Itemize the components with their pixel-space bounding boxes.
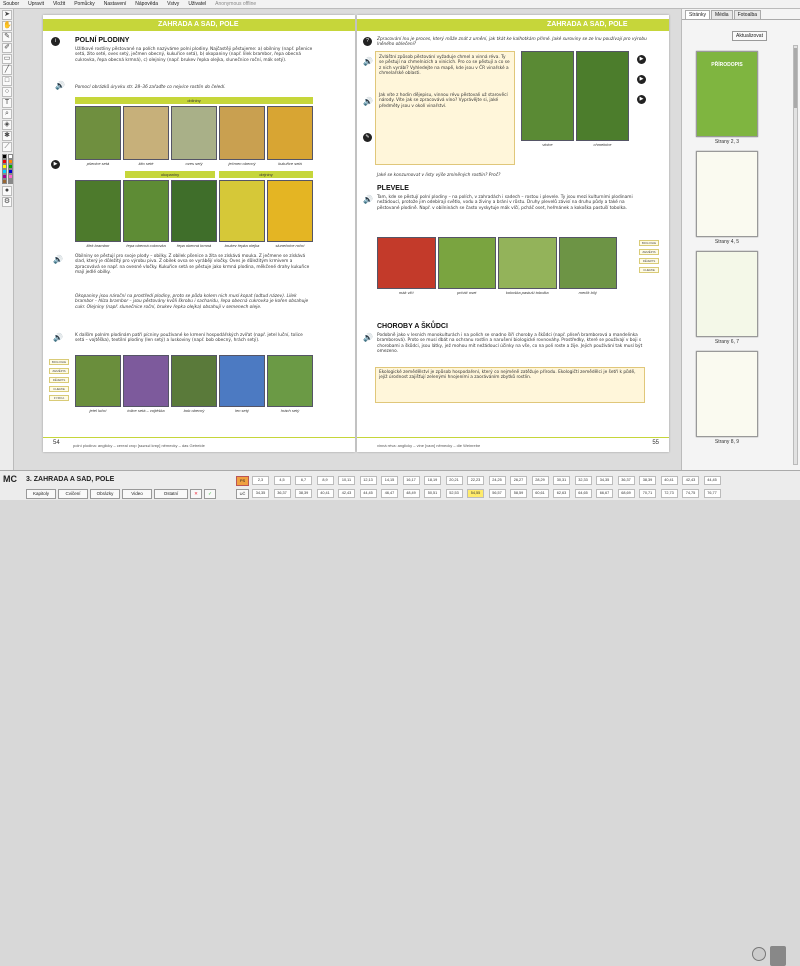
stamp-icon[interactable]: ✱	[2, 131, 12, 141]
video-button[interactable]: Video	[122, 489, 152, 499]
thumbnail-label: Strany 8, 9	[714, 439, 740, 445]
video-icon[interactable]: ▶	[637, 95, 646, 104]
caption: řepa obecná krmná	[176, 243, 212, 248]
speaker-icon[interactable]: 🔊	[363, 57, 373, 66]
tool-palette	[0, 9, 14, 470]
photo[interactable]	[171, 355, 217, 413]
section-title: PLEVELE	[377, 185, 409, 192]
page-link[interactable]: 76,77	[704, 489, 721, 498]
caption: tolice setá – vojtěška	[127, 408, 165, 413]
page-link[interactable]: 44,45	[704, 476, 721, 485]
tab-photo-albums[interactable]: Fotoalba	[734, 10, 761, 19]
page-link[interactable]: 56,57	[489, 489, 506, 498]
panel-scrollbar[interactable]	[793, 45, 798, 465]
speaker-icon[interactable]: 🔊	[363, 333, 373, 342]
photo-row-root-crops	[75, 180, 313, 248]
question-icon[interactable]: ?	[363, 37, 372, 46]
page-thumbnail[interactable]	[696, 351, 758, 437]
page-link[interactable]: 52,53	[446, 489, 463, 498]
question-text: Jaké se konzumovat v listy výše zmíněných rostlin? Proč?	[377, 173, 501, 178]
caption: merlík bílý	[578, 290, 597, 295]
cover-title: PŘÍRODOPIS	[711, 62, 743, 68]
line-icon[interactable]: ╱	[2, 65, 12, 75]
page-link[interactable]: 58,59	[510, 489, 527, 498]
video-icon[interactable]: ▶	[51, 160, 60, 169]
panel-tabs	[682, 9, 800, 20]
side-tag[interactable]: ZEMĚPIS	[49, 368, 69, 374]
caption: hrách setý	[280, 408, 300, 413]
photo[interactable]	[267, 355, 313, 413]
photo[interactable]	[171, 106, 217, 166]
page-link[interactable]: 22,23	[467, 476, 484, 485]
side-tag[interactable]: DĚJEPIS	[639, 258, 659, 264]
photo[interactable]	[377, 237, 436, 295]
bottom-navigation	[0, 470, 800, 500]
page-link[interactable]: 60,61	[532, 489, 549, 498]
side-tag[interactable]: CHEMIE	[49, 386, 69, 392]
page-link[interactable]: 34,35	[252, 489, 269, 498]
menu-uzivatel[interactable]: Uživatel	[188, 1, 207, 7]
exercises-button[interactable]: Cvičení	[58, 489, 88, 499]
scroll-thumb[interactable]	[794, 48, 797, 108]
page-link[interactable]: 6,7	[295, 476, 312, 485]
speaker-icon[interactable]: 🔊	[53, 255, 63, 264]
textbook-toggle[interactable]: UČ	[236, 489, 249, 499]
page-link[interactable]: 50,51	[424, 489, 441, 498]
video-icon[interactable]: ▶	[637, 75, 646, 84]
page-header: ZAHRADA A SAD, POLE	[357, 19, 669, 31]
menu-vrstvy[interactable]: Vstvy	[167, 1, 180, 7]
chapter-title: 3. ZAHRADA A SAD, POLE	[26, 476, 115, 483]
divider	[43, 437, 355, 438]
page-link[interactable]: 48,49	[403, 489, 420, 498]
disc-icon[interactable]	[752, 947, 766, 961]
menu-napoveda[interactable]: Nápověda	[135, 1, 159, 7]
left-page	[43, 15, 355, 452]
section-title: CHOROBY A ŠKŮDCI	[377, 323, 448, 330]
workbook-toggle[interactable]: PS	[236, 476, 249, 486]
group-label: olejniny	[219, 171, 313, 178]
right-page	[357, 15, 669, 452]
photo[interactable]	[498, 237, 557, 295]
page-header: ZAHRADA A SAD, POLE	[43, 19, 355, 31]
text-icon[interactable]: T	[2, 98, 12, 108]
page-link[interactable]: 38,39	[295, 489, 312, 498]
user-status: Anonymous offline	[215, 1, 257, 7]
page-link[interactable]: 20,21	[446, 476, 463, 485]
caption: kokoška pastuší tobolka	[505, 290, 549, 295]
page-link[interactable]: 24,25	[489, 476, 506, 485]
page-link[interactable]: 16,17	[403, 476, 420, 485]
caption: chmelnice	[593, 142, 612, 147]
side-tag[interactable]: DĚJEPIS	[49, 377, 69, 383]
settings-icon[interactable]: ⚙	[3, 198, 11, 205]
caption: lilek brambor	[86, 243, 110, 248]
cereals-text: Obilniny se pěstují pro svoje plody – obilky. Z obilek pšenice a žita se získává mouka. Z ječmene se získává slad, který je důležitý pro výrobu piva. Z obilek ovsa se vyrábějí vločky. Oves je důležitým krmivem a zpracovává se např. na ovesné vločky. Kukuřice setá se pěstuje jako krmná plodina, měkčené drahy kukuřice mají jedlé obilky.	[75, 254, 310, 275]
speaker-icon[interactable]: 🔊	[363, 97, 373, 106]
side-tag[interactable]: BIOLOGIE	[639, 240, 659, 246]
caption: bob obecný	[183, 408, 205, 413]
weeds-text: Tam, kde se pěstují polní plodiny – na polích, v zahradách i sadech – rostou i plevele. Ty jsou mezi kulturními plodinami nežádoucí, protože jim odebírají světlo, vodu a živiny a brání v růstu. Druhy plevelů závisí na druhu půdy a také na pěstované plodině. Např. v obilninách se často vyskytuje mák vlčí, pcháč oset, heřmánek a kokoška pastuší tobolka.	[377, 195, 633, 211]
photo[interactable]	[576, 51, 629, 147]
photo-row-fodder	[75, 355, 313, 413]
photo[interactable]	[267, 180, 313, 248]
side-tag[interactable]: ZEMĚPIS	[639, 249, 659, 255]
info-icon[interactable]: i	[51, 37, 60, 46]
thumbnail-label: Strany 6, 7	[714, 339, 740, 345]
page-link[interactable]: 10,11	[338, 476, 355, 485]
arrow-icon[interactable]: ➤	[2, 10, 12, 20]
caption: vinice	[542, 142, 553, 147]
page-link[interactable]: 72,73	[661, 489, 678, 498]
rectangle-icon[interactable]: □	[2, 76, 12, 86]
thumbnail-label: Strany 2, 3	[714, 139, 740, 145]
photo[interactable]	[219, 180, 265, 248]
page-link[interactable]: 70,71	[639, 489, 656, 498]
photo[interactable]	[75, 355, 121, 413]
caption: brukev řepka olejka	[224, 243, 260, 248]
ellipse-icon[interactable]: ○	[2, 87, 12, 97]
caption: pcháč oset	[457, 290, 477, 295]
trash-icon[interactable]	[770, 946, 786, 966]
vocab-footer: polní plodina: anglicky – cereal crop [sɪərɪəl krɒp] německy – das Getreide	[73, 443, 205, 448]
photo[interactable]	[438, 237, 497, 295]
box-text: Zvláštní způsob pěstování vyžaduje chmel a vinná réva. Ty se pěstují na chmelnicích a vinicích. Pro co se pěstují a co se z nich vyrábí? Vyhledejte na mapě, kde jsou v ČR vinařské a chmelařské oblasti.	[379, 55, 510, 76]
page-link[interactable]: 40,41	[661, 476, 678, 485]
page-link[interactable]: 40,41	[317, 489, 334, 498]
page-link[interactable]: 4,5	[274, 476, 291, 485]
eco-text: Ekologické zemědělství je způsob hospodaření, který co nejméně zatěžuje přírodu. Ekologičtí zemědělci je šetří k půdě, jejíž úrodnost zajišťují zelenými hnojeními a zaoráváním zbytků rostlin.	[379, 370, 636, 381]
section-title: POLNÍ PLODINY	[75, 37, 130, 44]
page-link[interactable]: 38,39	[639, 476, 656, 485]
caption: oves setý	[185, 161, 203, 166]
video-icon[interactable]: ▶	[637, 55, 646, 64]
hand-icon[interactable]: ✋	[3, 22, 12, 29]
caption: žito seté	[138, 161, 154, 166]
page-link[interactable]: 30,31	[553, 476, 570, 485]
eraser-icon[interactable]: ▭	[3, 55, 11, 62]
caption: řepa obecná cukrovka	[126, 243, 166, 248]
highlighter-icon[interactable]: ✐	[2, 43, 12, 53]
speaker-icon[interactable]: 🔊	[55, 81, 65, 90]
page-link[interactable]: 18,19	[424, 476, 441, 485]
photo-row-vineyard	[521, 51, 629, 147]
vocab-footer: vinná réva: anglicky – vine [vaɪn] německy – die Weinrebe	[377, 443, 481, 448]
page-link[interactable]: 26,27	[510, 476, 527, 485]
swatch[interactable]	[2, 179, 7, 184]
photo[interactable]	[123, 106, 169, 166]
side-tag[interactable]: CHEMIE	[639, 267, 659, 273]
color-swatches	[2, 154, 11, 184]
speaker-icon[interactable]: 🔊	[363, 195, 373, 204]
group-label: okopaniny	[125, 171, 215, 178]
checkmark-icon[interactable]: ✓	[204, 489, 216, 499]
group-label: obilniny	[75, 97, 313, 104]
swatch[interactable]	[8, 179, 13, 184]
photo[interactable]	[521, 51, 574, 147]
photo[interactable]	[75, 106, 121, 166]
page-link[interactable]: 42,43	[338, 489, 355, 498]
pen-icon[interactable]: ✎	[2, 32, 12, 42]
images-button[interactable]: Obrázky	[90, 489, 120, 499]
page-link[interactable]: 8,9	[317, 476, 334, 485]
photo-row-cereals	[75, 106, 313, 166]
divider	[357, 437, 669, 438]
close-icon[interactable]: ✕	[190, 489, 202, 499]
caption: kukuřice setá	[278, 161, 302, 166]
chapters-button[interactable]: Kapitoly	[26, 489, 56, 499]
side-tag[interactable]: FYZIKA	[49, 395, 69, 401]
caption: mák vlčí	[398, 290, 414, 295]
page-number: 55	[652, 440, 659, 446]
refresh-button[interactable]: Aktualizovat	[732, 31, 767, 41]
photo[interactable]	[171, 180, 217, 248]
caption: slunečnice roční	[275, 243, 305, 248]
page-link[interactable]: 46,47	[381, 489, 398, 498]
menu-pomucky[interactable]: Pomůcky	[74, 1, 95, 7]
menu-upravit[interactable]: Upravit	[28, 1, 44, 7]
photo[interactable]	[267, 106, 313, 166]
photo-row-weeds	[377, 237, 617, 295]
other-button[interactable]: Ostatní	[154, 489, 188, 499]
caption: pšenice setá	[86, 161, 110, 166]
note-text: Pomocí obrázků úryvku str. 28–36 zařaďte co nejvíce rostlin do čeledí.	[75, 85, 226, 90]
thumbnail-label: Strany 4, 5	[714, 239, 740, 245]
box-text-2: Jak víte z hodin dějepisu, vinnou révu pěstovali už starověcí národy. Víte jak se zpracovává víno? Vyprávějte si, jaké předměty jsou v okolí vinařství.	[379, 93, 508, 109]
page-link[interactable]: 68,69	[618, 489, 635, 498]
page-link[interactable]: 62,63	[553, 489, 570, 498]
page-link[interactable]: 54,55	[467, 489, 484, 498]
crops-text: Okopaniny jsou nároční na prostředí plodiny, proto se půda kolem nich musí kopat (odtud název). Lilek brambor – hlíza brambor – jsou pěstovány kvůli škrobu i sacharidu, řepa obecná cukrovka je kořen obsahuje cukr. Olejniny (např. slunečnice roční, brukev řepka olejka) obsahují v semenech oleje.	[75, 294, 309, 310]
tab-media[interactable]: Média	[711, 10, 733, 19]
page-thumbnail[interactable]	[696, 51, 758, 137]
caption: jetel luční	[89, 408, 107, 413]
page-link[interactable]: 36,37	[274, 489, 291, 498]
speaker-icon[interactable]: 🔊	[53, 333, 63, 342]
intro-text: Zpracování lnu je proces, který může znát z umění, jak tkát ke kalhotkám přímé. Jaké suroviny se ze lnu používají pro výrobu lněného oblečení?	[377, 37, 647, 48]
menu-nastaveni[interactable]: Nastavení	[103, 1, 127, 7]
app-logo: MC	[3, 474, 17, 484]
page-link[interactable]: 34,35	[596, 476, 613, 485]
caption: ječmen obecný	[228, 161, 256, 166]
page-link[interactable]: 28,29	[532, 476, 549, 485]
side-tag[interactable]: BIOLOGIE	[49, 359, 69, 365]
menu-vlozit[interactable]: Vložit	[52, 1, 66, 7]
page-thumbnail[interactable]	[696, 251, 758, 337]
page-link[interactable]: 74,75	[682, 489, 699, 498]
page-link[interactable]: 42,43	[682, 476, 699, 485]
page-number: 54	[53, 440, 60, 446]
menu-soubor[interactable]: Soubor	[3, 1, 20, 7]
photo[interactable]	[123, 355, 169, 413]
tab-pages[interactable]: Stránky	[685, 10, 710, 19]
intro-text: Užitkové rostliny pěstované na polích nazýváme polní plodiny. Najčastěji pěstujeme: a) obilniny (např. pšenice setá, žito seté, oves setý, ječmen obecný, kukuřice setá), b) okopaniny (např. lilek brambor, řepa obecná cukrovka, řepa obecná krmná), c) olejniny (např. brukev řepka olejka, slunečnice roční, mák setý).	[75, 47, 313, 63]
page-link[interactable]: 14,15	[381, 476, 398, 485]
page-link[interactable]: 64,65	[575, 489, 592, 498]
page-link[interactable]: 66,67	[596, 489, 613, 498]
menu-bar	[0, 0, 800, 9]
page-link[interactable]: 32,33	[575, 476, 592, 485]
fodder-text: K dalším polním plodinám patří pícniny používané ke krmení hospodářských zvířat (např. jetel luční, tolice setá – vojtěška), textilní plodiny (len setý) a luskoviny (např. bob obecný, hrách setý).	[75, 333, 303, 344]
pests-text: Podobně jako v lesních monokulturách i na polích se snadno šíří choroby a škůdci (např. plíseň bramborová a mandelinka bramborová). Proto se musí dbát na ochranu rostlin a narušení biologické rovnováhy. Prostředky, které se používají v boji s chorobami a škůdci, jsou látky, jež mohou mít nežádoucí účinky na vše, co na poli roste a žije. Jejich používání tak musí být omezeno.	[377, 333, 643, 354]
page-link[interactable]: 36,37	[618, 476, 635, 485]
page-link[interactable]: 2,3	[252, 476, 269, 485]
photo[interactable]	[123, 180, 169, 248]
pages-panel	[681, 9, 800, 470]
caption: len setý	[235, 408, 249, 413]
page-thumbnail[interactable]	[696, 151, 758, 237]
pipette-icon[interactable]: ⟋	[2, 142, 12, 152]
brush-size-icon[interactable]: ●	[2, 186, 12, 196]
fill-icon[interactable]: ◈	[2, 120, 12, 130]
page-link[interactable]: 44,45	[360, 489, 377, 498]
photo[interactable]	[75, 180, 121, 248]
photo[interactable]	[559, 237, 618, 295]
page-link[interactable]: 12,13	[360, 476, 377, 485]
edit-icon[interactable]: ✎	[363, 133, 372, 142]
book-spread	[14, 9, 681, 470]
photo[interactable]	[219, 355, 265, 413]
photo[interactable]	[219, 106, 265, 166]
zoom-icon[interactable]: ⌕	[2, 109, 12, 119]
